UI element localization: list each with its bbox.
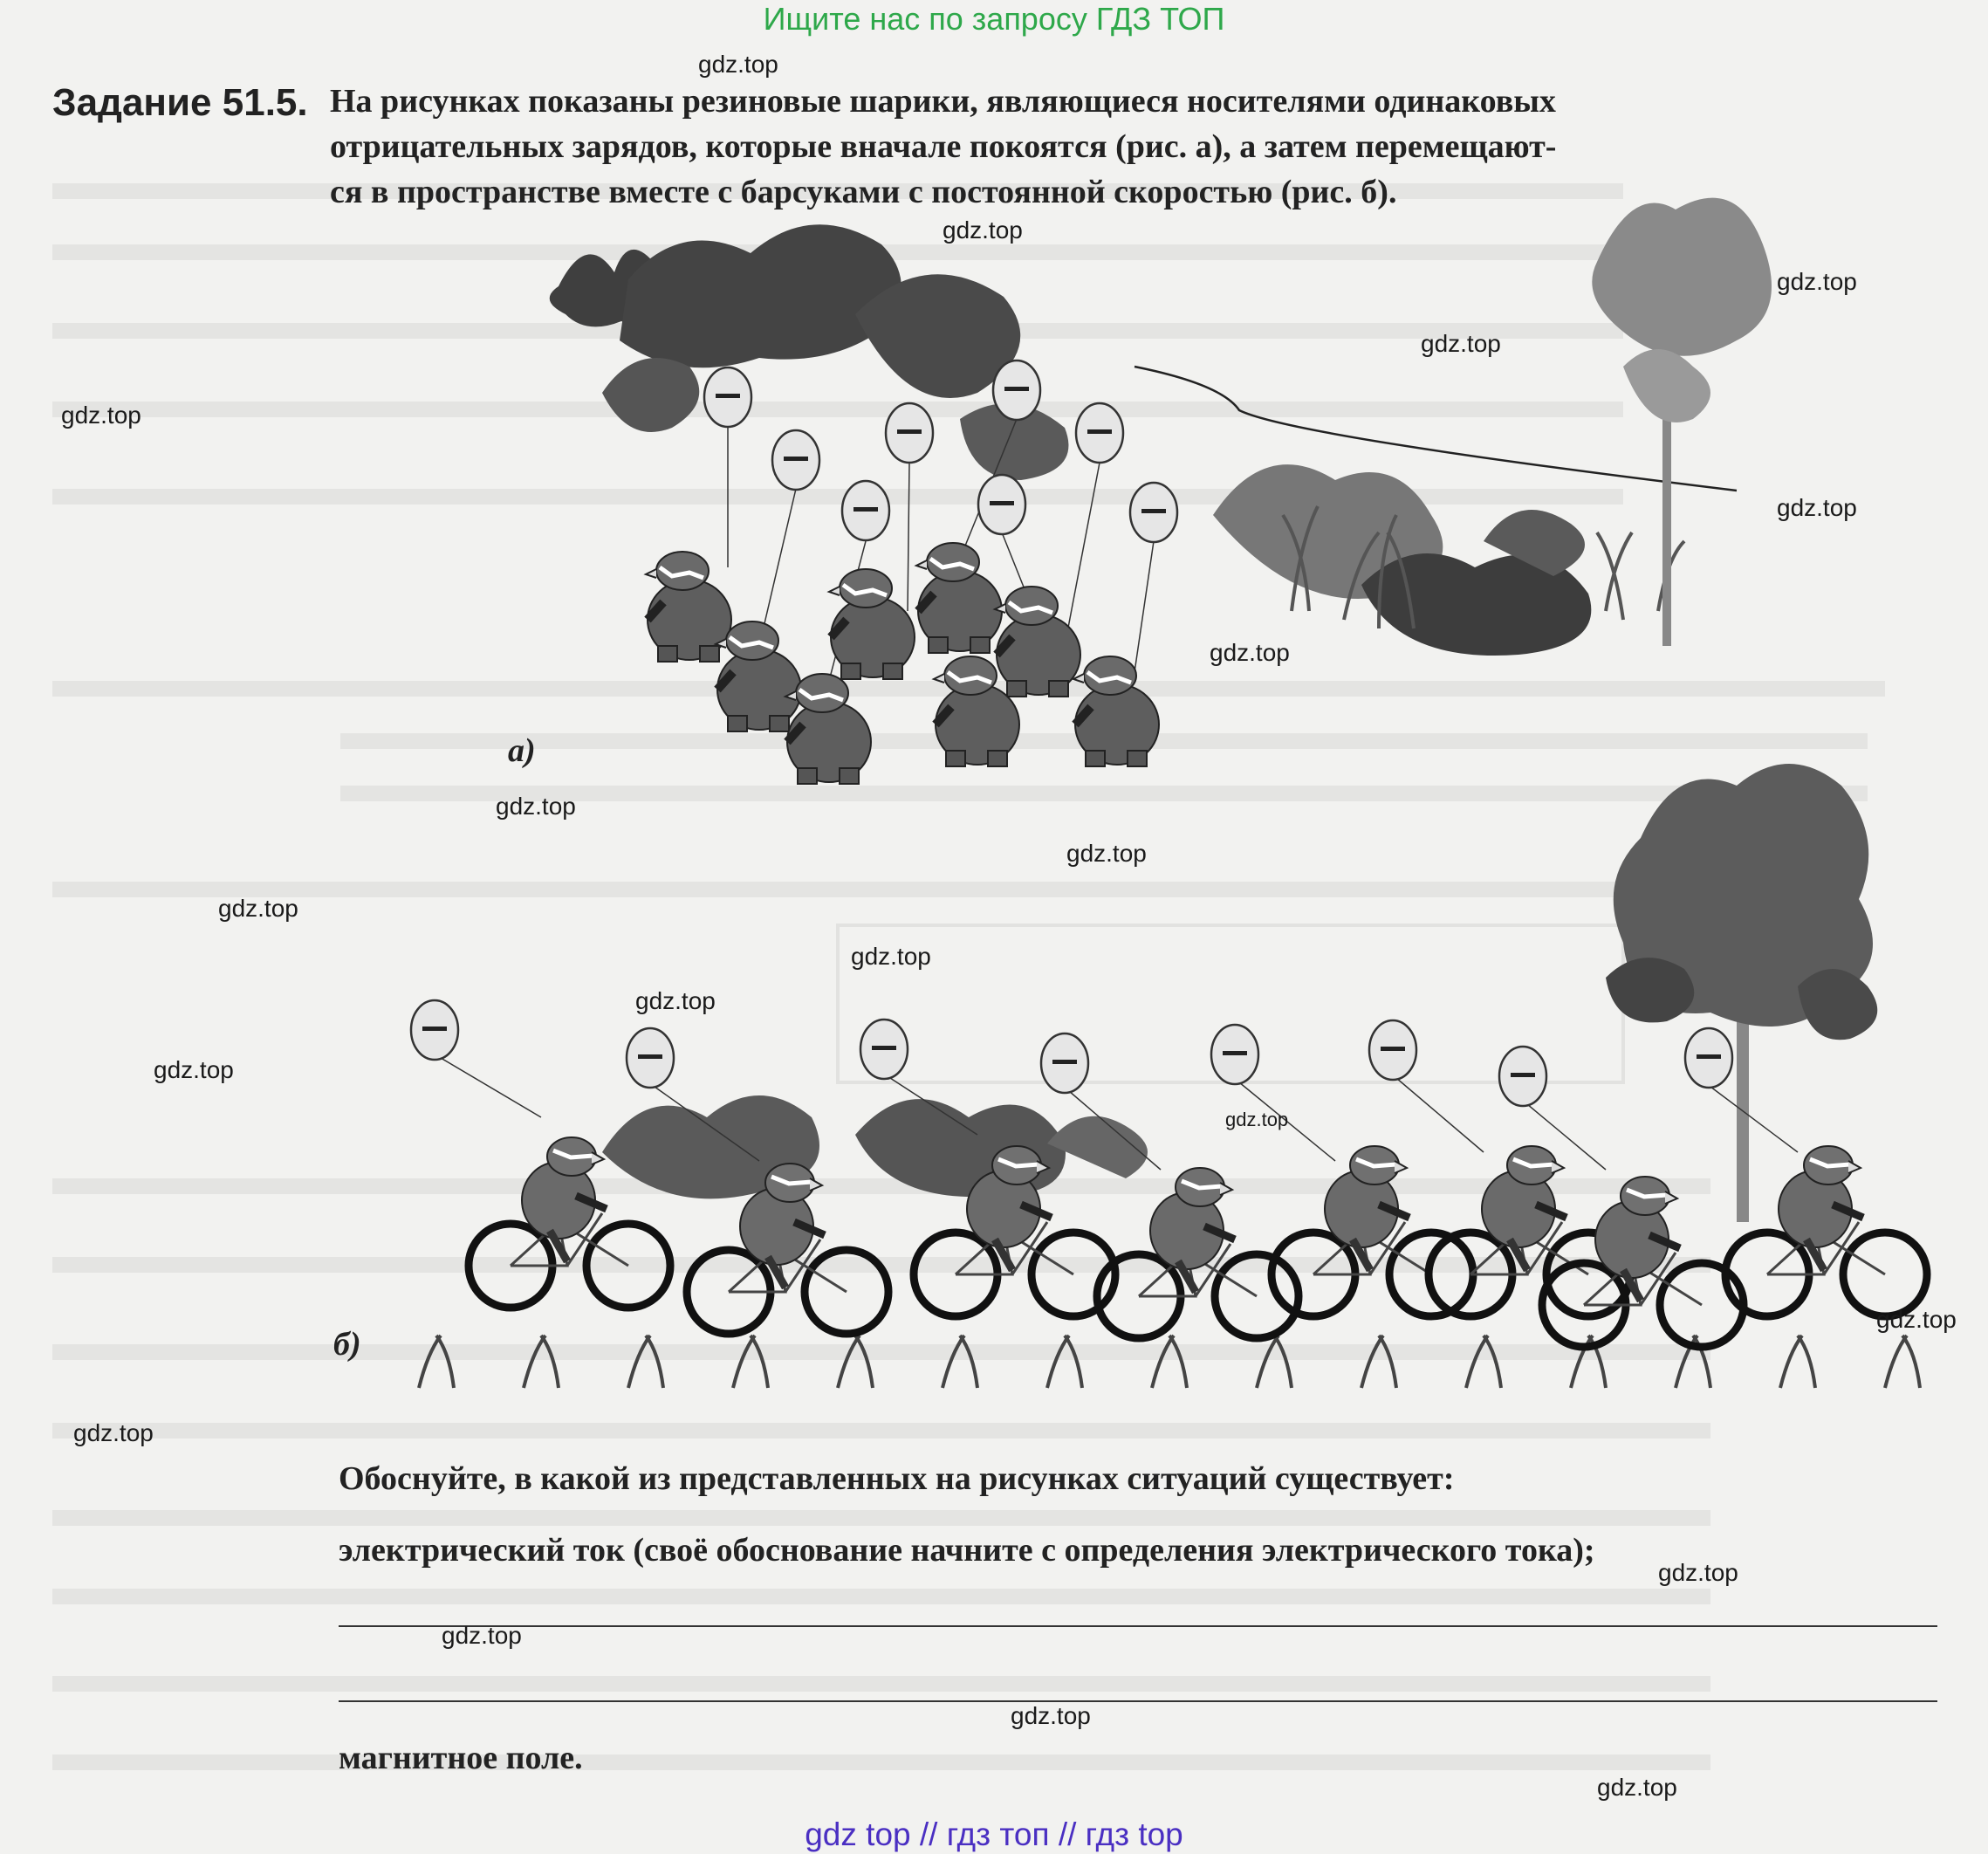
watermark: gdz.top bbox=[635, 987, 716, 1014]
watermark: gdz.top bbox=[698, 51, 778, 78]
watermark: gdz.top bbox=[1210, 639, 1290, 666]
watermark: gdz.top bbox=[1777, 494, 1857, 521]
watermark: gdz.top bbox=[1011, 1702, 1091, 1729]
watermark: gdz.top bbox=[1421, 330, 1501, 357]
answer-line-2[interactable] bbox=[339, 1700, 1937, 1702]
watermark: gdz.top bbox=[442, 1622, 522, 1649]
promo-banner[interactable]: Ищите нас по запросу ГДЗ ТОП bbox=[763, 1, 1225, 37]
watermark: gdz.top bbox=[1597, 1774, 1677, 1801]
watermark: gdz.top bbox=[1225, 1109, 1289, 1130]
watermark: gdz.top bbox=[154, 1056, 234, 1083]
figure-a-label: а) bbox=[508, 732, 536, 769]
question-line-2: электрический ток (своё обоснование начните с определения электрического тока); bbox=[339, 1532, 1595, 1569]
question-line-3: магнитное поле. bbox=[339, 1740, 583, 1776]
footer-links[interactable]: gdz top // гдз топ // гдз top bbox=[805, 1816, 1183, 1852]
task-number: Задание 51.5. bbox=[52, 81, 308, 124]
watermark: gdz.top bbox=[73, 1419, 154, 1446]
watermark: gdz.top bbox=[496, 793, 576, 820]
watermark: gdz.top bbox=[1876, 1306, 1957, 1333]
task-line-2: отрицательных зарядов, которые вначале покоятся (рис. а), а затем перемещают- bbox=[330, 128, 1557, 165]
answer-line-1[interactable] bbox=[339, 1625, 1937, 1627]
watermark: gdz.top bbox=[61, 402, 141, 429]
watermark: gdz.top bbox=[1066, 840, 1147, 867]
figure-b-balloons bbox=[411, 1000, 1732, 1106]
figure-b-label: б) bbox=[333, 1326, 361, 1363]
task-line-3: ся в пространстве вместе с барсуками с постоянной скоростью (рис. б). bbox=[330, 174, 1397, 210]
watermark: gdz.top bbox=[1658, 1559, 1738, 1586]
watermark: gdz.top bbox=[218, 895, 298, 922]
watermark: gdz.top bbox=[943, 216, 1023, 244]
task-line-1: На рисунках показаны резиновые шарики, являющиеся носителями одинаковых bbox=[330, 83, 1556, 120]
figure-b-bushes bbox=[602, 1095, 1148, 1198]
watermark: gdz.top bbox=[851, 943, 931, 970]
question-line-1: Обоснуйте, в какой из представленных на рисунках ситуаций существует: bbox=[339, 1460, 1455, 1497]
watermark: gdz.top bbox=[1777, 268, 1857, 295]
